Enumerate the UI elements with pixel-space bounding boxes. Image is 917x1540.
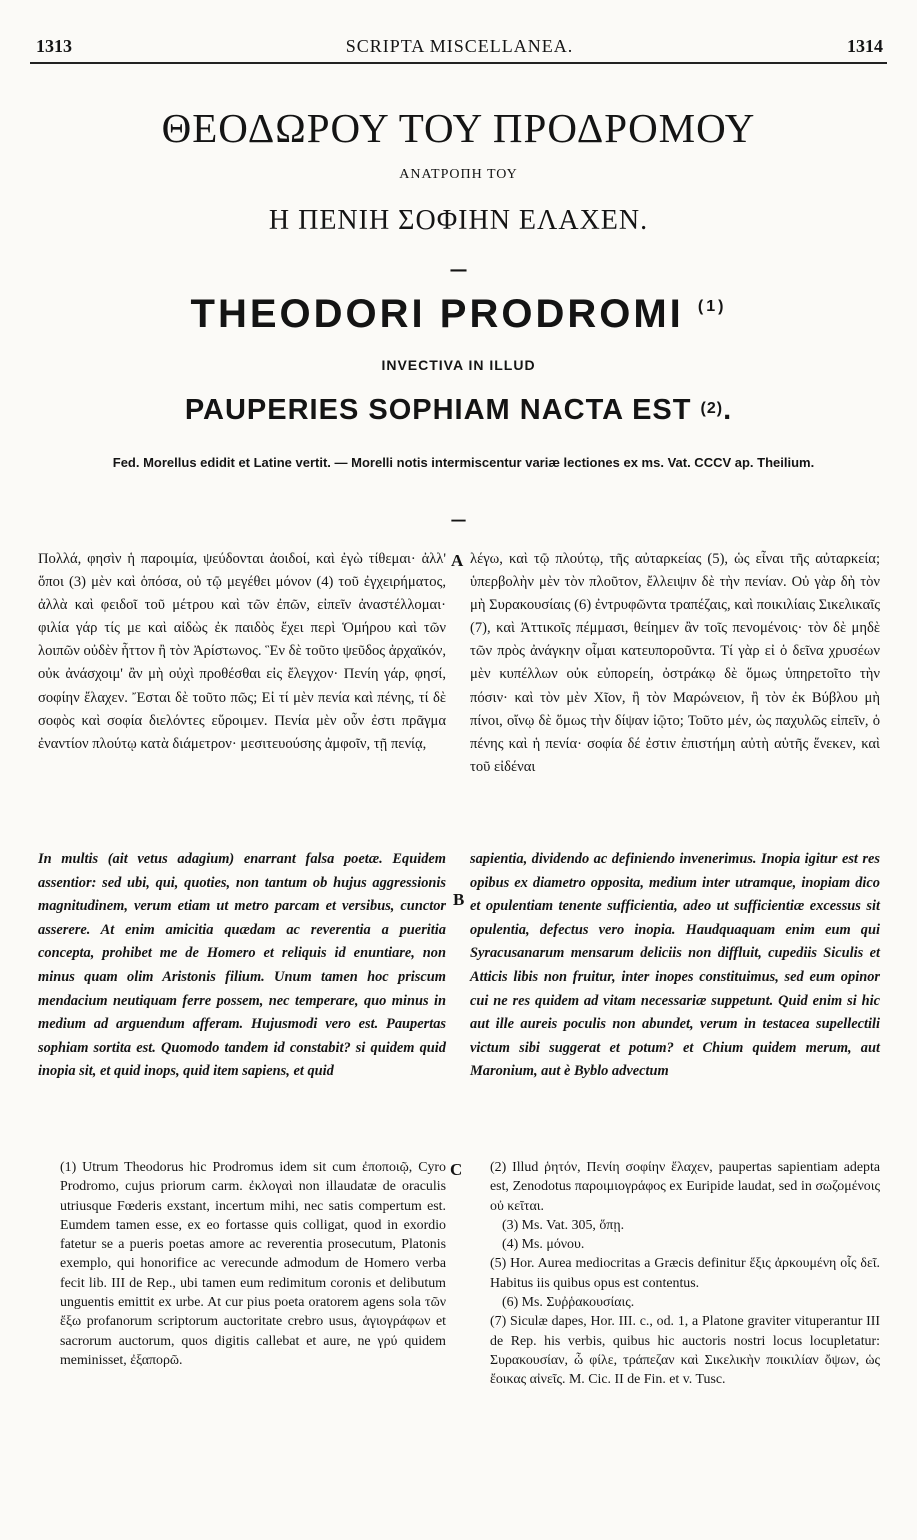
- latin-title: [30, 292, 887, 337]
- footnote-ref-2: (2): [700, 400, 724, 417]
- footnote-1: (1) Utrum Theodorus hic Prodromus idem sit cum ἐποποιῷ, Cyro Prodromo, cujus priorum carm. ἐκλογαὶ non illaudatæ de oraculis utriusque Fœderis exstant, incertum mihi, nec satis compertum est. Eumdem tamen esse, ex eo fortasse quis colligat, quod in exordio fatetur se a pueris poetas amore ac reverentia prosecutum, Platonis exemplo, qui honorifice ac verecunde admodum de Homero verba fecit lib. III de Rep., ubi tamen eum redimitum coronis et delibutum unguentis emittit ex urbe. At cur pius poeta oratorem agens sola τῶν ἔξω profanorum scriptorum auctoritate crebro usus, ἁγιογράφων et sacrorum auctorum, quos digitis callebat et aure, ne γρύ quidem meminisset, ἐξαπορῶ.: [60, 1160, 446, 1368]
- greek-title: ΘΕΟΔΩΡΟΥ ΤΟΥ ΠΡΟΔΡΟΜΟΥ: [161, 105, 756, 151]
- footnote-6: (6) Ms. Συῤῥακουσίαις.: [502, 1295, 635, 1311]
- latin-subtitle-1: INVECTIVA IN ILLUD: [381, 357, 536, 373]
- latin-subtitle-2-period: .: [723, 394, 733, 426]
- latin-subtitle-2-text: PAUPERIES SOPHIAM NACTA EST: [184, 394, 692, 426]
- greek-subtitle-2: Η ΠΕΝΙΗ ΣΟΦΙΗΝ ΕΛΑΧΕΝ.: [268, 205, 649, 236]
- footnote-4: (4) Ms. μόνου.: [502, 1237, 585, 1253]
- section-divider: —: [450, 510, 467, 529]
- footnote-2: (2) Illud ῥητόν, Πενίη σοφίην ἔλαχεν, paupertas sapientiam adepta est, Zenodotus παροιμιογράφος ex Euripide laudat, sed in σωζομένοις οὐ κεῖται.: [490, 1160, 880, 1214]
- greek-subtitle-1: ΑΝΑΤΡΟΠΗ ΤΟΥ: [399, 167, 518, 182]
- latin-subtitle-2: [30, 394, 887, 427]
- heading-divider: —: [449, 259, 468, 280]
- latin-title-text: THEODORI PRODROMI: [190, 292, 684, 336]
- greek-text-right-column: λέγω, καὶ τῷ πλούτῳ, τῆς αὐταρκείας (5), ὡς εἶναι τῆς αὐταρκεία; ὑπερβολὴν μὲν τὸν πλοῦτον, ἔλλειψιν δὲ τὴν πενίαν. Οὐ γὰρ δὴ τὸν μὴ Συρακουσίαις (6) ἐντρυφῶντα τραπέζαις, καὶ ποικιλίαις Σικελικαῖς (7), καὶ Ἀττικοῖς πέμμασι, θείημεν ἂν τοῖς πενομένοις· τὸν δὲ μηδὲ τῶν πρὸς ἀνάγκην οἶμαι κατευποροῦντα. Τί γὰρ εἰ ὁ δεῖνα χρυσέων μὲν κυπέλλων οὐκ εὐπορείη, ὀστράκῳ δὲ ὅμως ὑπηρετοῖτο τὴν πόσιν· καὶ τὸν μὲν Χῖον, ἢ τὸν Μαρώνειον, ἢ τὸν ἐκ Βύβλου μὴ πίνοι, οἴνῳ δὲ ὅμως τὴν δίψαν ἰῷτο; Τοῦτο μέν, ὡς παχυλῶς εἰπεῖν, ὁ πένης καὶ ἡ πενία· σοφία δέ ἐστιν ἐπιστήμη αὐτὴ αὑτῆς ἕνεκεν, καὶ τοῦ εἰδέναι: [470, 551, 880, 775]
- latin-text-right-column: sapientia, dividendo ac definiendo invenerimus. Inopia igitur est res opibus ex diametro opposita, medium inter utramque, inopiam dico et opulentiam tenente sufficientia, adeo ut sufficientiæ excessus sit opulentia, defectus vero inopia. Haudquaquam enim eum qui Syracusanarum mensarum deliciis non diffluit, cupediis Siculis et Atticis libis non fruitur, inter inopes constituimus, sed eum opinor cui ne res quidem ad vitam necessariæ suppetunt. Quid enim si hic aut ille aureis poculis non abundet, verum in testacea supellectili victum sibi suggerat et potum? et Chium quidem merum, aut Maronium, aut è Byblo advectum: [470, 851, 880, 1080]
- running-title: SCRIPTA MISCELLANEA.: [345, 36, 574, 56]
- footnotes-right-column: [490, 1158, 880, 1390]
- footnote-7: (7) Siculæ dapes, Hor. III. c., od. 1, a Platone graviter vituperantur III de Rep. his verbis, quibus hic auctoris nostri locus locupletatur: Συρακουσίαν, ὦ φίλε, τράπεζαν καὶ Σικελικὴν ποικιλίαν ὄψων, ὡς ἔοικας αἰνεῖς. M. Cic. II de Fin. et v. Tusc.: [490, 1314, 880, 1388]
- page-number-right: 1314: [847, 36, 883, 56]
- footnote-5: (5) Hor. Aurea mediocritas a Græcis definitur ἕξις ἀρκουμένη οἷς δεῖ. Habitus iis quibus opus est contentus.: [490, 1256, 880, 1291]
- greek-text-left-column: Πολλά, φησὶν ἡ παροιμία, ψεύδονται ἀοιδοί, καὶ ἐγὼ τίθεμαι· ἀλλ' ὅποι (3) μὲν καὶ ὁπόσα, οὐ τῷ μεγέθει μόνον (4) τοῦ ἐγχειρήματος, ἀλλὰ καὶ φειδοῖ τοῦ μέτρου καὶ τῶν ἐπῶν, εἰπεῖν ἀναστέλλομαι· φιλία γάρ τίς με καὶ αἰδὼς ἐκ παιδὸς ἔχει περὶ Ὁμήρου καὶ τῶν λοιπῶν οὐδὲν ἧττον ἢ τὸν Ἀρίστωνος. Ἓν δὲ τοῦτο ψεῦδος ἀρχαϊκόν, οὐκ ἀνάσχοιμ' ἂν μὴ οὐχὶ προθέσθαι εἰς ἔλεγχον· Πενίη γάρ, φησί, σοφίην ἔλαχεν. Ἔσται δὲ τοῦτο πῶς; Εἰ τί μὲν πενία καὶ πένης, τί δὲ σοφὸς καὶ σοφία διελόντες εὕροιμεν. Πενία μὲν οὖν ἐστι πρᾶγμα ἐναντίον πλούτῳ κατὰ διάμετρον· μεσιτευούσης ἀμφοῖν, τῇ πενίᾳ,: [38, 551, 446, 752]
- running-head: [36, 36, 883, 58]
- latin-text-left-column: In multis (ait vetus adagium) enarrant falsa poetæ. Equidem assentior: sed ubi, qui, quoties, non tantum ob hujus aggressionis magnitudinem, verum etiam ut metro parcam et versibus, cunctor asserere. At enim amicitia quædam ac reverentia a pueritia concepta, prohibet me de Homero et reliquis id enuntiare, non minus quam olim Aristonis filium. Unum tamen hoc priscum mendacium neutiquam ferre possem, nec temperare, quo minus in medium ad arguendum afferam. Hujusmodi vero est. Paupertas sophiam sortita est. Quomodo tandem id constabit? si quidem quid inopia sit, et quid inops, quid item sapiens, et quid: [38, 851, 446, 1080]
- header-rule: [30, 62, 887, 64]
- footnote-ref-1: (1): [697, 298, 727, 315]
- footnote-3: (3) Ms. Vat. 305, ὅπῃ.: [502, 1217, 625, 1233]
- page-number-left: 1313: [36, 36, 72, 56]
- margin-marker-a: A: [451, 551, 464, 570]
- margin-marker-b: B: [453, 890, 465, 909]
- margin-marker-c: C: [450, 1160, 463, 1179]
- editor-note: Fed. Morellus edidit et Latine vertit. — Morelli notis intermiscentur variæ lectiones ex ms. Vat. CCCV ap. Theilium.: [112, 455, 815, 470]
